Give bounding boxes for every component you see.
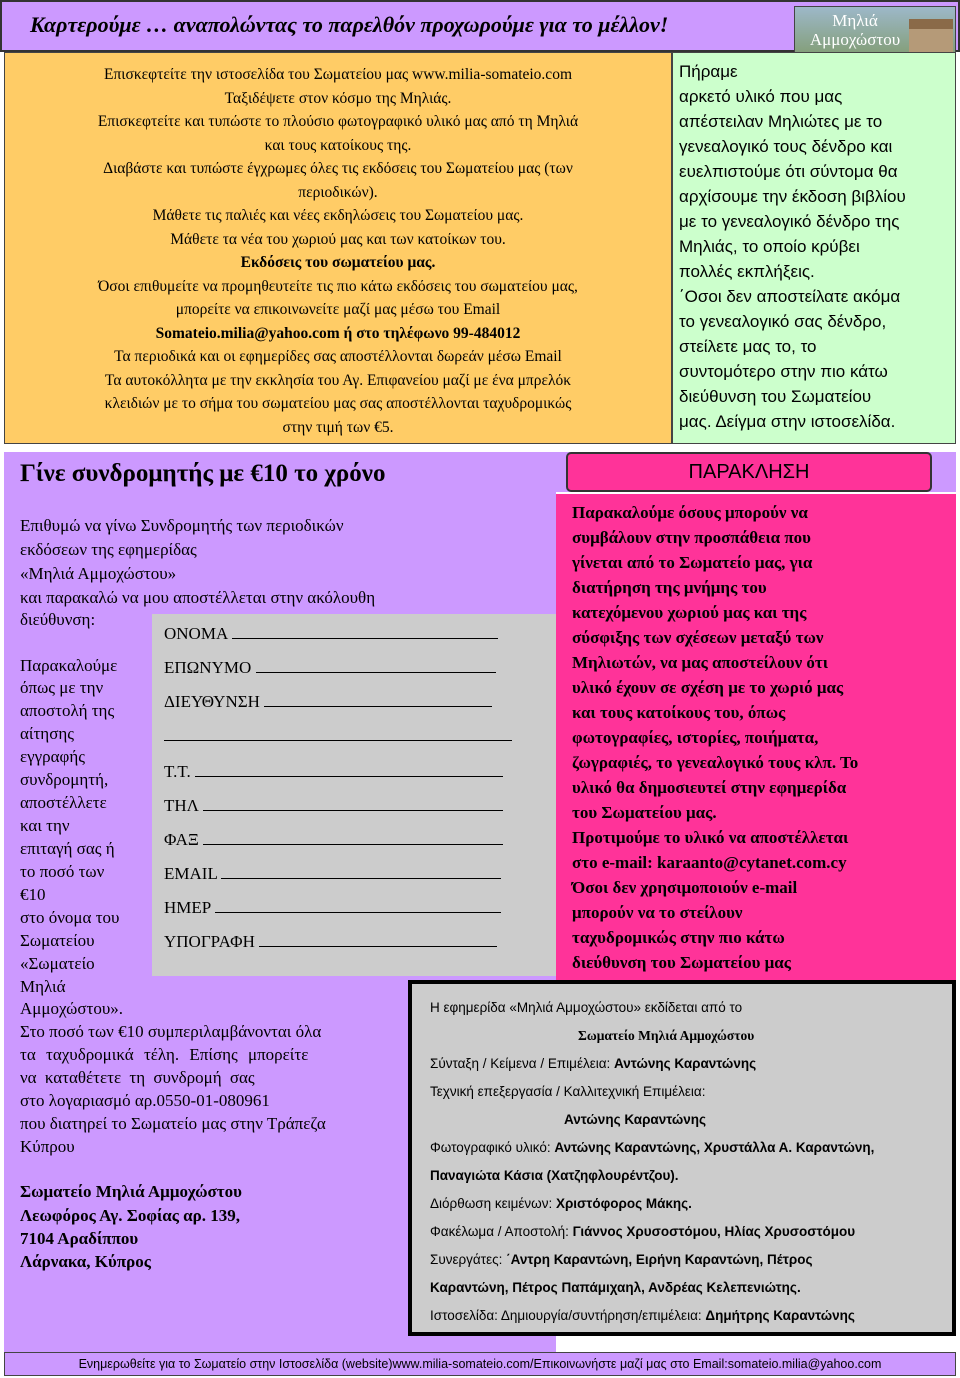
field-line[interactable] (203, 797, 503, 811)
info-email-line: Somateio.milia@yahoo.com ή στο τηλέφωνο 99-484012 (155, 324, 521, 342)
payment-instruction: στο όνομα του (20, 908, 120, 927)
payment-instruction: «Σωματείο (20, 954, 95, 973)
credits-value: Χριστόφορος Μάκης. (555, 1196, 692, 1211)
request-line: ταχυδρομικώς στην πιο κάτω (572, 928, 785, 947)
field-line[interactable] (215, 899, 501, 913)
field-line[interactable] (256, 659, 496, 673)
field-label: ΤΗΛ (164, 796, 199, 815)
request-line: Προτιμούμε το υλικό να αποστέλλεται (572, 828, 849, 847)
payment-instruction: Αμμοχώστου». (20, 999, 124, 1018)
request-email-line: στο e-mail: karaanto@cytanet.com.cy (572, 853, 847, 872)
request-line: του Σωματείου μας. (572, 803, 717, 822)
info-line: Μάθετε τα νέα του χωριού μας και των κατοίκων του. (170, 230, 506, 248)
info-line: μπορείτε να επικοινωνείτε μαζί μας μέσω του Email (175, 301, 501, 318)
field-label: ΟΝΟΜΑ (164, 624, 228, 643)
field-line[interactable] (203, 831, 503, 845)
fee-note: Στο ποσό των €10 συμπεριλαμβάνονται όλα (20, 1022, 322, 1041)
fee-note: Κύπρου (20, 1137, 75, 1156)
request-line: μπορούν να το στείλουν (572, 903, 743, 922)
info-line: Μάθετε τις παλιές και νέες εκδηλώσεις του Σωματείου μας. (152, 207, 524, 224)
field-line[interactable] (195, 763, 503, 777)
slogan: Καρτερούμε … αναπολώντας το παρελθόν προχωρούμε για το μέλλον! (30, 12, 669, 37)
genealogy-line: με το γενεαλογικό δένδρο της (679, 212, 900, 231)
request-line: διεύθυνση του Σωματείου μας (572, 953, 791, 972)
request-line: Παρακαλούμε όσους μπορούν να (572, 503, 808, 522)
field-label: EMAIL (164, 864, 218, 883)
fee-note: που διατηρεί το Σωματείο μας στην Τράπεζα (20, 1114, 326, 1133)
genealogy-line: Μηλιάς, το οποίο κρύβει (679, 237, 860, 256)
payment-instruction: και την (20, 816, 70, 835)
form-field-email[interactable] (164, 864, 501, 884)
info-line: Τα περιοδικά και οι εφημερίδες σας αποστέλλονται δωρεάν μέσω Email (114, 348, 562, 365)
postal-address: Λεωφόρος Αγ. Σοφίας αρ. 139, (20, 1206, 240, 1225)
credits-value: Αντώνης Καραντώνης (614, 1056, 757, 1071)
payment-instruction: αποστολή της (20, 701, 115, 720)
field-label: ΥΠΟΓΡΑΦΗ (164, 932, 255, 951)
payment-instruction: Παρακαλούμε (20, 656, 118, 675)
request-line: σύσφιξης των σχέσεων μεταξύ των (572, 628, 824, 647)
genealogy-line: Πήραμε (679, 62, 738, 81)
payment-instruction: επιταγή σας ή (20, 839, 115, 858)
info-line: και τους κατοίκους της. (264, 136, 412, 154)
field-line[interactable] (259, 933, 497, 947)
request-line: φωτογραφίες, ιστορίες, ποιήματα, (572, 728, 819, 747)
payment-instruction: το ποσό των (20, 862, 105, 881)
request-line: διατήρηση της μνήμης του (572, 578, 767, 597)
credits-label: Ιστοσελίδα: Δημιουργία/συντήρηση/επιμέλεια: (430, 1308, 706, 1323)
credits-value: Αντώνης Καραντώνης, Χρυστάλλα Α. Καραντώνη, (554, 1140, 875, 1155)
genealogy-line: ΄Οσοι δεν αποστείλατε ακόμα (679, 287, 901, 306)
genealogy-line: ευελπιστούμε ότι σύντομα θα (679, 162, 898, 181)
genealogy-text (679, 59, 949, 434)
request-line: Μηλιωτών, να μας αποστείλουν ότι (572, 653, 829, 672)
genealogy-line: αρκετό υλικό που μας (679, 87, 843, 106)
credits-website (430, 1308, 855, 1323)
info-line: Τα αυτοκόλλητα με την εκκλησία του Αγ. Επιφανείου μαζί με ένα μπρελόκ (104, 371, 572, 389)
form-field-address-2[interactable] (164, 726, 512, 746)
form-field-signature[interactable] (164, 932, 497, 952)
website-info-lines (5, 63, 671, 439)
genealogy-line: το γενεαλογικό σας δένδρο, (679, 312, 887, 331)
request-line: κατεχόμενου χωριού μας και της (572, 603, 807, 622)
credits-publisher: Σωματείο Μηλιά Αμμοχώστου (578, 1028, 755, 1043)
subscription-intro: και παρακαλώ να μου αποστέλλεται στην ακόλουθη (20, 588, 376, 607)
field-line[interactable] (164, 727, 512, 741)
field-line[interactable] (264, 693, 492, 707)
field-line[interactable] (221, 865, 501, 879)
payment-instruction: αποστέλλετε (20, 793, 107, 812)
logo-text: Μηλιά Αμμοχώστου (809, 11, 901, 49)
payment-instruction: συνδρομητή, (20, 770, 109, 789)
credits-mailing (430, 1224, 855, 1239)
credits-editor (430, 1056, 756, 1071)
payment-instruction: Μηλιά (20, 977, 66, 996)
website-info-box (4, 52, 672, 444)
fee-note: να καταθέτετε τη συνδρομή σας (20, 1068, 255, 1087)
bank-account: στο λογαριασμό αρ.0550-01-080961 (20, 1091, 270, 1110)
credits-label: Φακέλωμα / Αποστολή: (430, 1224, 573, 1239)
genealogy-line: μας. Δείγμα στην ιστοσελίδα. (679, 412, 896, 431)
form-field-date[interactable] (164, 898, 501, 918)
genealogy-line: στείλετε μας το, το (679, 337, 817, 356)
request-line: υλικό θα δημοσιευτεί στην εφημερίδα (572, 778, 847, 797)
request-line: συμβάλουν στην προσπάθεια που (572, 528, 811, 547)
credits-value: Παναγιώτα Κάσια (Χατζηφλουρέντζου). (430, 1168, 679, 1183)
form-field-postcode[interactable] (164, 762, 503, 782)
payment-instruction: Σωματείου (20, 931, 95, 950)
postal-address: Σωματείο Μηλιά Αμμοχώστου (20, 1182, 242, 1201)
postal-address: Λάρνακα, Κύπρος (20, 1252, 151, 1271)
subscription-intro: εκδόσεων της εφημερίδας (20, 540, 197, 559)
request-line: γίνεται από το Σωματείο μας, για (572, 553, 813, 572)
form-field-name[interactable] (164, 624, 498, 644)
footer-bar: Ενημερωθείτε για το Σωματείο στην Ιστοσελίδα (website)www.milia-somateio.com/Επικοινωνήστε μαζί μας στο Email:somateio.milia@yahoo.com (4, 1352, 956, 1376)
payment-instruction: €10 (20, 885, 46, 904)
payment-instruction: όπως με την (20, 678, 104, 697)
credits-photos (430, 1140, 874, 1155)
genealogy-line: διεύθυνση του Σωματείου (679, 387, 872, 406)
credits-value: Αντώνης Καραντώνης (564, 1112, 707, 1127)
request-line: Όσοι δεν χρησιμοποιούν e-mail (572, 878, 798, 897)
credits-line: Τεχνική επεξεργασία / Καλλιτεχνική Επιμέλεια: (430, 1084, 706, 1099)
credits-label: Φωτογραφικό υλικό: (430, 1140, 555, 1155)
credits-line: Η εφημερίδα «Μηλιά Αμμοχώστου» εκδίδεται από το (430, 1000, 743, 1015)
info-heading: Εκδόσεις του σωματείου μας. (240, 254, 436, 271)
request-line: υλικό έχουν σε σχέση με το χωριό μας (572, 678, 844, 697)
field-label: ΗΜΕΡ (164, 898, 212, 917)
subscription-intro: Επιθυμώ να γίνω Συνδρομητής των περιοδικών (20, 516, 344, 535)
postal-address: 7104 Αραδίππου (20, 1229, 139, 1248)
genealogy-line: απέστειλαν Μηλιώτες με το (679, 112, 883, 131)
subscription-intro: διεύθυνση: (20, 610, 96, 629)
genealogy-line: συντομότερο στην πιο κάτω (679, 362, 888, 381)
genealogy-box (672, 52, 956, 444)
field-label: ΔΙΕΥΘΥΝΣΗ (164, 692, 260, 711)
credits-value: ΄Αντρη Καραντώνη, Ειρήνη Καραντώνη, Πέτρος (506, 1252, 813, 1267)
payment-instruction: εγγραφής (20, 747, 85, 766)
field-label: ΦΑΞ (164, 830, 199, 849)
info-line: Διαβάστε και τυπώστε έγχρωμες όλες τις εκδόσεις του Σωματείου μας (των (103, 160, 573, 177)
field-label: Τ.Τ. (164, 762, 191, 781)
info-line: Επισκεφτείτε την ιστοσελίδα του Σωματείου μας www.milia-somateio.com (104, 66, 572, 83)
form-field-phone[interactable] (164, 796, 503, 816)
info-line: Όσοι επιθυμείτε να προμηθευτείτε τις πιο κάτω εκδόσεις του σωματείου μας, (98, 277, 578, 295)
request-line: ζωγραφιές, το γενεαλογικό τους κλπ. Το (572, 753, 859, 772)
credits-box (408, 980, 956, 1336)
credits-label: Διόρθωση κειμένων: (430, 1196, 556, 1211)
credits-value: Καραντώνη, Πέτρος Παπάμιχαηλ, Ανδρέας Κελεπενιώτης. (430, 1280, 801, 1295)
credits-label: Σύνταξη / Κείμενα / Επιμέλεια: (430, 1056, 615, 1071)
info-line: Ταξιδέψετε στον κόσμο της Μηλιάς. (224, 89, 452, 107)
field-line[interactable] (232, 625, 498, 639)
fee-note: τα ταχυδρομικά τέλη. Επίσης μπορείτε (20, 1045, 309, 1064)
info-line: κλειδιών με το σήμα του σωματείου μας σας αποστέλλονται ταχυδρομικώς (104, 395, 572, 412)
request-title: ΠΑΡΑΚΛΗΣΗ (566, 452, 932, 492)
payment-instruction: αίτησης (20, 724, 74, 743)
info-line: στην τιμή των €5. (282, 418, 394, 436)
credits-value: Δημήτρης Καραντώνης (705, 1308, 855, 1323)
request-line: και τους κατοίκους του, όπως (572, 703, 786, 722)
subscription-title: Γίνε συνδρομητής με €10 το χρόνο (20, 460, 386, 487)
genealogy-line: πολλές εκπλήξεις. (679, 262, 815, 281)
credits-value: Γιάννος Χρυσοστόμου, Ηλίας Χρυσοστόμου (572, 1224, 856, 1239)
subscription-intro: «Μηλιά Αμμοχώστου» (20, 564, 177, 583)
genealogy-line: γενεαλογικό τους δένδρο και (679, 137, 893, 156)
field-label: ΕΠΩΝΥΜΟ (164, 658, 252, 677)
info-line: Επισκεφτείτε και τυπώστε το πλούσιο φωτογραφικό υλικό μας από τη Μηλιά (97, 113, 579, 130)
credits-label: Συνεργάτες: (430, 1252, 507, 1267)
genealogy-line: αρχίσουμε την έκδοση βιβλίου (679, 187, 906, 206)
form-field-surname[interactable] (164, 658, 496, 678)
form-field-address[interactable] (164, 692, 492, 712)
request-text (572, 500, 950, 975)
credits-contributors (430, 1252, 812, 1267)
credits-proofreading (430, 1196, 692, 1211)
form-field-fax[interactable] (164, 830, 503, 850)
info-line: περιοδικών). (298, 183, 378, 201)
